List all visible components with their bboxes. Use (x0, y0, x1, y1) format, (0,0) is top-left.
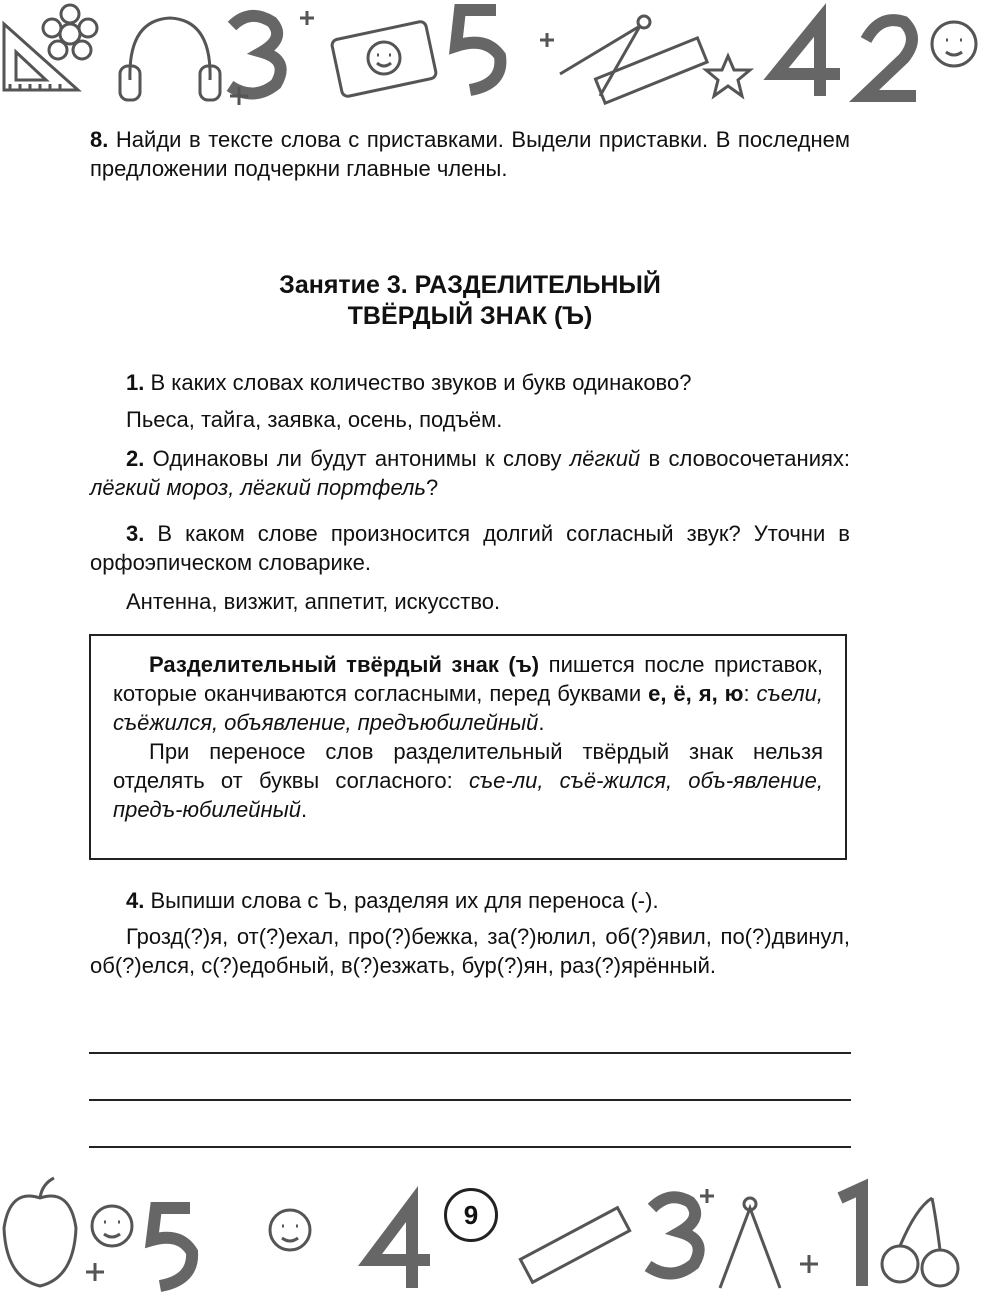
compass-icon (560, 16, 650, 96)
smiley-face-icon (92, 1206, 132, 1246)
task-2-end: ? (425, 475, 439, 500)
rule-term: Разделительный твёрдый знак (ъ) (149, 652, 540, 677)
task-4 (90, 886, 850, 915)
task-3-number: 3. (126, 521, 145, 546)
task-2-word: лёгкий (569, 446, 641, 471)
lesson-title (90, 270, 850, 332)
rule-p2-text: При переносе слов разделительный твёрдый знак нельзя отделять от буквы согласного: (113, 739, 823, 793)
page-number: 9 (444, 1188, 498, 1242)
task-2-phrases: лёгкий мороз, лёгкий портфель (90, 475, 426, 500)
answer-line-2 (89, 1099, 851, 1101)
cherries-icon (882, 1198, 958, 1286)
rule-examples-2: съе-ли, съё-жился, объ-явление, предъ-юбилейный (113, 768, 823, 822)
digit-3-icon (648, 1197, 699, 1273)
top-decorative-border (0, 0, 986, 112)
banknote-icon (331, 21, 437, 98)
rule-letters: е, ё, я, ю (648, 681, 744, 706)
task-1 (90, 368, 850, 397)
digit-3-icon (230, 16, 281, 94)
rule-p1-end: . (538, 710, 545, 735)
rule-p2-end: . (301, 797, 308, 822)
digit-4-icon (776, 20, 840, 96)
digit-5-icon (456, 10, 500, 90)
compass-icon (720, 1198, 780, 1288)
answer-line-3 (89, 1146, 851, 1148)
task-4-words: Грозд(?)я, от(?)ехал, про(?)бежка, за(?)юлил, об(?)явил, по(?)двинул, об(?)елся, с(?)едобный, в(?)езжать, бур(?)ян, раз(?)ярённый. (90, 924, 850, 978)
rule-box (89, 634, 847, 860)
task-1-text: В каких словах количество звуков и букв одинаково? (144, 370, 692, 395)
task-3-words: Антенна, визжит, аппетит, искусство. (126, 589, 501, 614)
flower-icon (43, 5, 97, 59)
answer-line-1 (89, 1052, 851, 1054)
digit-4-icon (370, 1204, 430, 1288)
task-1-number: 1. (126, 370, 145, 395)
rule-examples-1: съели, съёжился, объявление, предъюбилейный (113, 681, 823, 735)
bottom-decorative-border (0, 1168, 986, 1299)
digit-5-icon (152, 1208, 192, 1286)
task-2-text-a: Одинаковы ли будут антонимы к слову (144, 446, 570, 471)
task-3 (90, 519, 850, 577)
headphones-icon (120, 18, 220, 100)
task-1-words: Пьеса, тайга, заявка, осень, подъём. (126, 407, 503, 432)
ruler-icon (595, 38, 707, 103)
smiley-face-icon (932, 22, 976, 66)
task-2-text-b: в словосочетаниях: (640, 446, 851, 471)
rule-p1-text-a: пишется после приставок, которые оканчиваются согласными, перед буквами (113, 652, 823, 706)
task-4-number: 4. (126, 888, 145, 913)
lesson-title-line-1: Занятие 3. РАЗДЕЛИТЕЛЬНЫЙ (279, 271, 661, 299)
digit-2-icon (864, 20, 916, 96)
triangle-ruler-icon (4, 24, 78, 90)
task-8 (90, 125, 850, 183)
lesson-title-line-2: ТВЁРДЫЙ ЗНАК (Ъ) (347, 302, 593, 330)
task-3-text: В каком слове произносится долгий согласный звук? Уточни в орфоэпическом словарике. (90, 521, 850, 575)
apple-icon (4, 1178, 76, 1286)
task-2 (90, 444, 850, 502)
rule-paragraph-1 (113, 650, 823, 737)
rule-paragraph-2 (113, 737, 823, 824)
star-icon (706, 56, 750, 96)
task-2-number: 2. (126, 446, 145, 471)
rule-p1-text-b: : (743, 681, 757, 706)
task-4-text: Выпиши слова с Ъ, разделяя их для переноса (-). (144, 888, 659, 913)
ruler-icon (520, 1208, 629, 1283)
digit-1-icon (840, 1188, 862, 1286)
smiley-face-icon (270, 1210, 310, 1250)
task-8-text: Найди в тексте слова с приставками. Выдели приставки. В последнем предложении подчеркни главные члены. (90, 127, 850, 181)
task-8-number: 8. (90, 127, 109, 152)
